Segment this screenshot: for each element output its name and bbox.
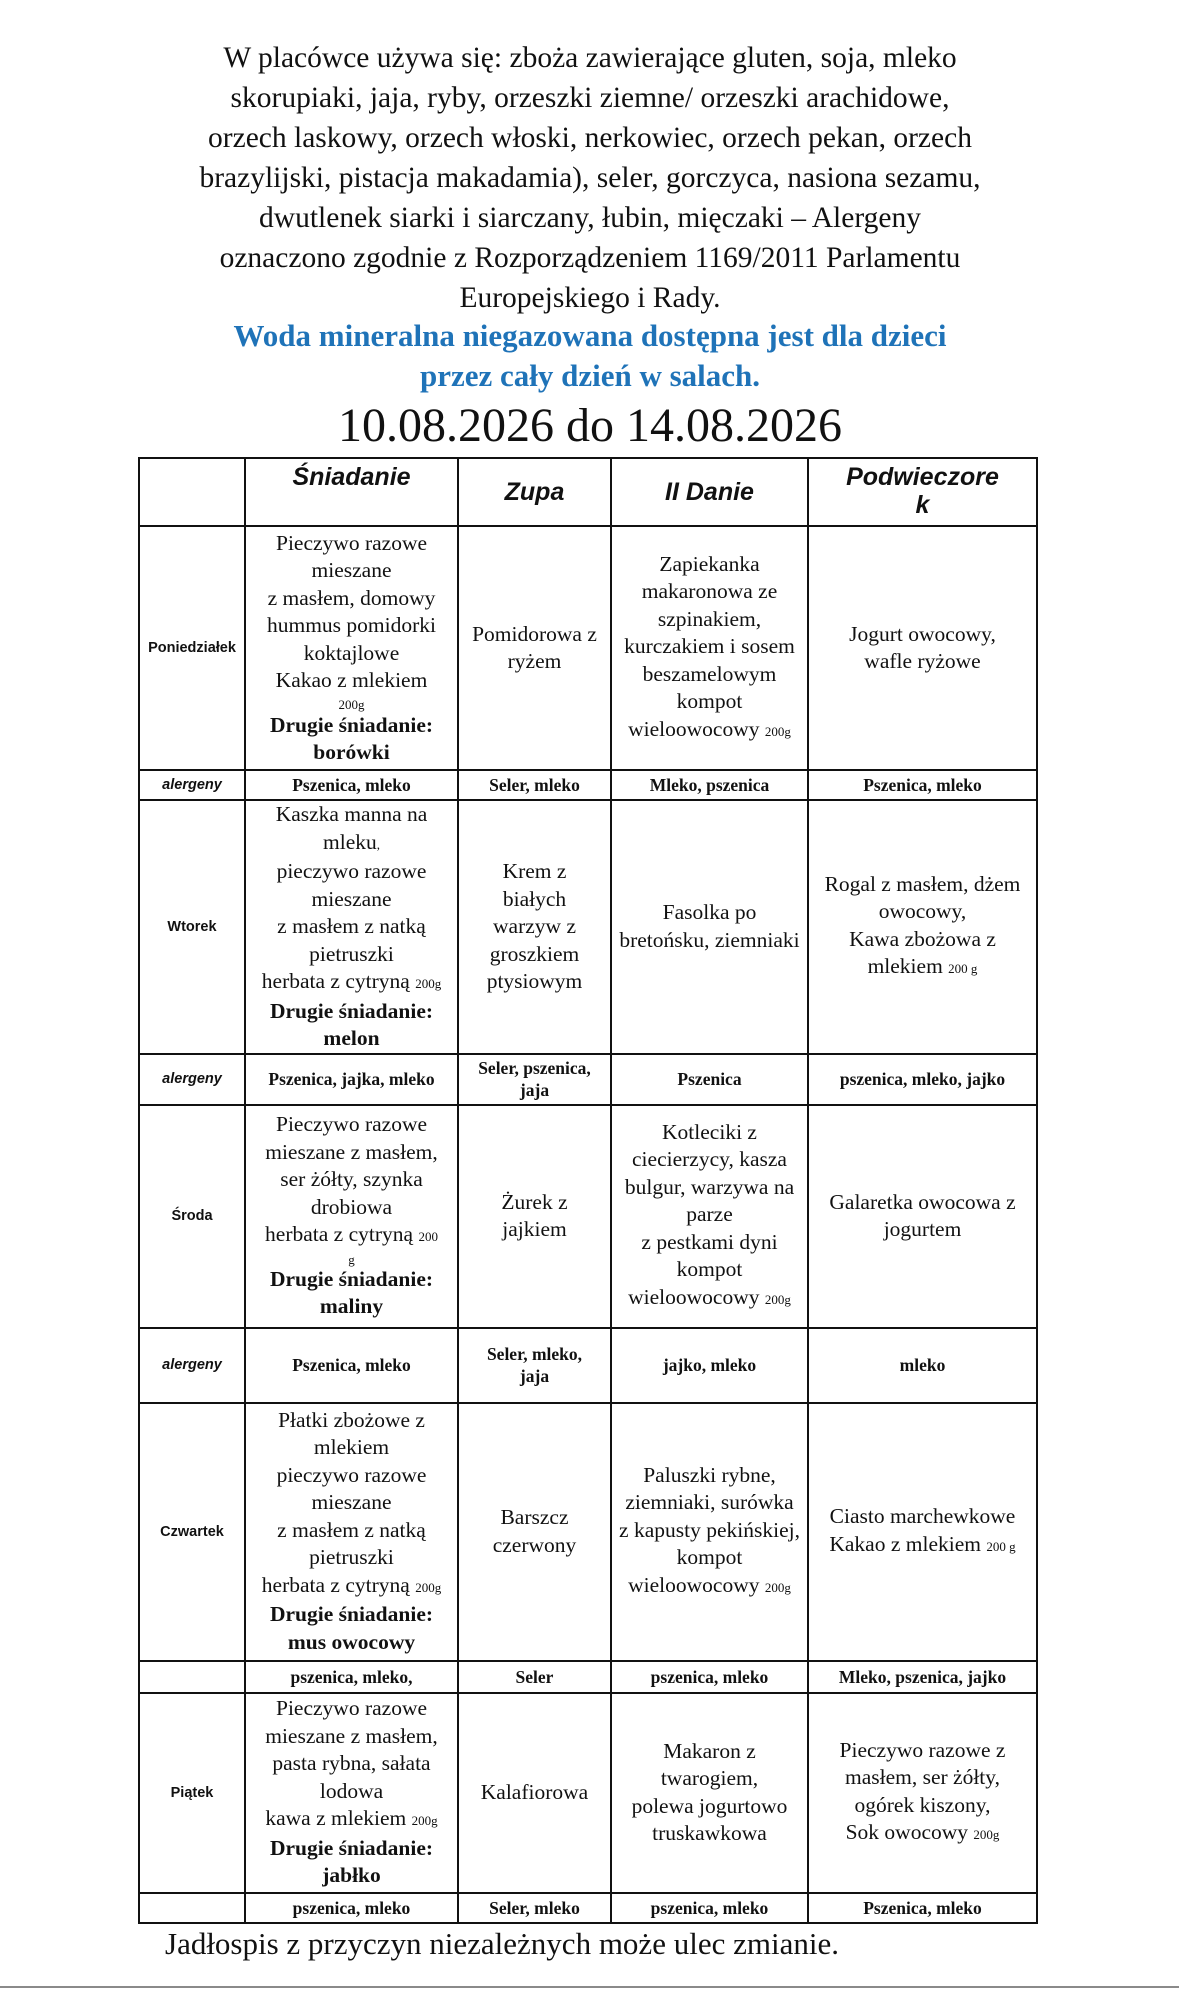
dish-line bbox=[614, 1284, 805, 1314]
allergen-line: jaja bbox=[519, 1366, 550, 1386]
day-row-czwartek bbox=[139, 1403, 1037, 1661]
cell-zupa bbox=[458, 1693, 611, 1893]
portion-size-text: 200g bbox=[338, 696, 365, 712]
intro-line: skorupiaki, jaja, ryby, orzeszki ziemne/ orzeszki arachidowe, bbox=[230, 82, 950, 114]
portion-size: 200g bbox=[764, 1291, 791, 1307]
dish-line: drobiowa bbox=[310, 1194, 393, 1219]
allergen-label: alergeny bbox=[139, 1328, 245, 1403]
second-breakfast-item: melon bbox=[323, 1026, 380, 1050]
allergen-sniadanie: Pszenica, mleko bbox=[245, 770, 458, 800]
dish-line: Płatki zbożowe z bbox=[278, 1407, 425, 1432]
intro-line: Europejskiego i Rady. bbox=[459, 282, 721, 314]
cell-zupa bbox=[458, 526, 611, 770]
allergen-label: alergeny bbox=[139, 770, 245, 800]
allergen-line: Seler, pszenica, bbox=[478, 1058, 591, 1078]
day-row-poniedzialek bbox=[139, 526, 1037, 770]
dish-line: pieczywo razowe bbox=[276, 859, 427, 883]
dish-line: truskawkowa bbox=[652, 1821, 767, 1845]
day-row-sroda bbox=[139, 1105, 1037, 1328]
allergen-sniadanie: pszenica, mleko, bbox=[245, 1661, 458, 1693]
dish-line: Pieczywo razowe bbox=[275, 530, 428, 555]
second-breakfast-label: Drugie śniadanie: bbox=[269, 1266, 434, 1291]
dish-line: owocowy, bbox=[878, 899, 967, 924]
allergen-podwieczorek: pszenica, mleko, jajko bbox=[808, 1054, 1037, 1105]
cell-sniadanie bbox=[245, 1693, 458, 1893]
dish-line: kompot bbox=[676, 1257, 743, 1282]
dish-line: ptysiowym bbox=[486, 969, 583, 993]
cell-sniadanie bbox=[245, 526, 458, 770]
allergen-row bbox=[139, 1661, 1037, 1693]
allergen-line: Seler, mleko, bbox=[486, 1344, 583, 1364]
portion-size: 200g bbox=[415, 1579, 442, 1595]
dish-line: pietruszki bbox=[309, 1545, 394, 1570]
dish-line: Ciasto marchewkowe bbox=[829, 1504, 1016, 1528]
allergen-zupa: Seler bbox=[458, 1661, 611, 1693]
allergen-podwieczorek: Pszenica, mleko bbox=[808, 770, 1037, 800]
header-zupa: Zupa bbox=[458, 458, 611, 526]
cell-zupa bbox=[458, 1403, 611, 1661]
allergen-ii-danie: Pszenica bbox=[611, 1054, 808, 1105]
dish-line: Kakao z mlekiem bbox=[275, 668, 428, 692]
portion-size: 200g bbox=[973, 1827, 1000, 1842]
dish-line: białych bbox=[502, 886, 567, 911]
dish-line: mieszane z masłem, bbox=[265, 1139, 438, 1164]
allergen-ii-danie: jajko, mleko bbox=[611, 1328, 808, 1403]
dish-line: Kaszka manna na bbox=[275, 802, 428, 826]
intro-line: orzech laskowy, orzech włoski, nerkowiec, orzech pekan, orzech bbox=[208, 122, 972, 154]
dish-line: warzyw z bbox=[493, 914, 576, 938]
dish-line: pasta rybna, sałata bbox=[272, 1751, 431, 1776]
cell-podwieczorek bbox=[808, 526, 1037, 770]
dish-line: twarogiem, bbox=[660, 1766, 759, 1790]
dish-line: ogórek kiszony, bbox=[854, 1792, 991, 1817]
intro-line: W placówce używa się: zboża zawierające gluten, soja, mleko bbox=[223, 42, 957, 74]
portion-unit bbox=[248, 1251, 455, 1266]
dish-line bbox=[248, 1221, 455, 1251]
allergen-label-empty bbox=[139, 1893, 245, 1923]
cell-ii-danie bbox=[611, 1105, 808, 1328]
dish-line: lodowa bbox=[319, 1778, 384, 1803]
allergen-podwieczorek: Pszenica, mleko bbox=[808, 1893, 1037, 1923]
allergen-row bbox=[139, 1054, 1037, 1105]
dish-line: kompot bbox=[676, 1545, 743, 1570]
portion-unit-text: g bbox=[348, 1251, 355, 1267]
cell-podwieczorek bbox=[808, 800, 1037, 1054]
allergen-zupa: Seler, mleko bbox=[458, 770, 611, 800]
dish-line: z masłem z natką bbox=[277, 914, 426, 938]
header-podwieczorek bbox=[808, 458, 1037, 526]
dish-line bbox=[248, 1572, 455, 1602]
dish-line: mieszane z masłem, bbox=[265, 1723, 438, 1748]
dish-line bbox=[248, 968, 455, 998]
portion-size: 200g bbox=[415, 976, 442, 991]
allergen-podwieczorek: Mleko, pszenica, jajko bbox=[808, 1661, 1037, 1693]
dish-line: Makaron z bbox=[663, 1738, 756, 1763]
menu-table bbox=[138, 457, 1038, 1924]
dish-line: Jogurt owocowy, bbox=[849, 621, 996, 646]
day-label: Środa bbox=[139, 1105, 245, 1328]
second-breakfast-label: Drugie śniadanie: bbox=[269, 998, 434, 1023]
cell-zupa bbox=[458, 1105, 611, 1328]
dish-text: mleku bbox=[323, 829, 377, 854]
cell-ii-danie bbox=[611, 1693, 808, 1893]
dish-line bbox=[248, 1805, 455, 1835]
second-breakfast-label: Drugie śniadanie: bbox=[269, 712, 434, 737]
dish-line bbox=[614, 1572, 805, 1602]
dish-line: z masłem, domowy bbox=[267, 585, 436, 610]
water-notice-line: przez cały dzień w salach. bbox=[419, 358, 761, 393]
dish-line: Barszcz bbox=[500, 1505, 569, 1529]
allergen-sniadanie: pszenica, mleko bbox=[245, 1893, 458, 1923]
date-range: 10.08.2026 do 14.08.2026 bbox=[338, 399, 842, 452]
dish-line: Kotleciki z bbox=[662, 1119, 757, 1144]
dish-line: parze bbox=[686, 1202, 733, 1227]
dish-line: bretońsku, ziemniaki bbox=[619, 927, 800, 952]
dish-line: Krem z bbox=[502, 859, 567, 883]
allergen-row bbox=[139, 770, 1037, 800]
cell-ii-danie bbox=[611, 1403, 808, 1661]
day-label: Wtorek bbox=[139, 800, 245, 1054]
header-sniadanie: Śniadanie bbox=[245, 458, 458, 526]
dish-line: mlekiem bbox=[313, 1435, 390, 1460]
dish-text: herbata z cytryną bbox=[261, 969, 410, 993]
dish-text: herbata z cytryną bbox=[265, 1222, 414, 1247]
dish-line: pietruszki bbox=[309, 941, 394, 966]
dish-line: Żurek z bbox=[501, 1189, 568, 1214]
second-breakfast-item: jabłko bbox=[322, 1863, 381, 1888]
day-label: Poniedziałek bbox=[139, 526, 245, 770]
portion-size bbox=[248, 695, 455, 712]
portion-size: 200 bbox=[418, 1229, 438, 1245]
dish-text: wieloowocowy bbox=[628, 716, 760, 741]
second-breakfast-label: Drugie śniadanie: bbox=[269, 1835, 434, 1860]
cell-podwieczorek bbox=[808, 1693, 1037, 1893]
dish-line: jajkiem bbox=[502, 1217, 567, 1241]
portion-size: 200g bbox=[764, 1579, 791, 1595]
cell-podwieczorek bbox=[808, 1105, 1037, 1328]
header-ii-danie: II Danie bbox=[611, 458, 808, 526]
cell-zupa bbox=[458, 800, 611, 1054]
dish-text: herbata z cytryną bbox=[261, 1572, 410, 1597]
intro-line: dwutlenek siarki i siarczany, łubin, mięczaki – Alergeny bbox=[259, 202, 921, 234]
portion-size: 200g bbox=[764, 723, 791, 739]
dish-line: Paluszki rybne, bbox=[643, 1462, 776, 1487]
allergen-zupa bbox=[458, 1054, 611, 1105]
dish-line bbox=[811, 1531, 1034, 1561]
dish-line bbox=[811, 953, 1034, 983]
dish-line: makaronowa ze bbox=[641, 579, 778, 604]
dish-line: ryżem bbox=[507, 649, 562, 673]
dish-line: mieszane bbox=[311, 886, 392, 911]
dish-line: Fasolka po bbox=[662, 900, 757, 925]
allergen-label: alergeny bbox=[139, 1054, 245, 1105]
dish-line: Galaretka owocowa z bbox=[829, 1189, 1016, 1214]
dish-line: mieszane bbox=[311, 1490, 392, 1515]
dish-line: polewa jogurtowo bbox=[631, 1793, 788, 1818]
dish-line: z pestkami dyni bbox=[641, 1229, 778, 1254]
header-podwieczorek-line: k bbox=[915, 491, 930, 519]
dish-text: mlekiem bbox=[867, 954, 943, 979]
dish-line: z kapusty pekińskiej, bbox=[619, 1517, 800, 1542]
allergen-zupa bbox=[458, 1328, 611, 1403]
day-row-wtorek bbox=[139, 800, 1037, 1054]
second-breakfast-item: mus owocowy bbox=[287, 1629, 416, 1654]
dish-line: hummus pomidorki bbox=[266, 613, 437, 637]
portion-size: 200 g bbox=[948, 961, 978, 977]
dish-line: pieczywo razowe bbox=[276, 1462, 427, 1487]
allergen-line: jaja bbox=[519, 1080, 550, 1100]
dish-line: Pieczywo razowe z bbox=[839, 1737, 1006, 1762]
allergen-podwieczorek: mleko bbox=[808, 1328, 1037, 1403]
second-breakfast-label: Drugie śniadanie: bbox=[269, 1602, 434, 1627]
dish-line: Kawa zbożowa z bbox=[849, 926, 996, 951]
dish-line: koktajlowe bbox=[303, 640, 400, 665]
allergen-ii-danie: pszenica, mleko bbox=[611, 1893, 808, 1923]
dish-line bbox=[811, 1819, 1034, 1849]
allergen-zupa: Seler, mleko bbox=[458, 1893, 611, 1923]
dish-line: z masłem z natką bbox=[277, 1517, 426, 1542]
portion-size: 200 g bbox=[986, 1538, 1016, 1554]
allergen-sniadanie: Pszenica, jajka, mleko bbox=[245, 1054, 458, 1105]
water-notice bbox=[130, 316, 1050, 396]
dish-text: Kakao z mlekiem bbox=[829, 1531, 981, 1556]
day-label: Czwartek bbox=[139, 1403, 245, 1661]
dish-line: Pomidorowa z bbox=[472, 621, 597, 646]
dish-line: jogurtem bbox=[883, 1217, 962, 1241]
dish-line: szpinakiem, bbox=[657, 606, 762, 631]
cell-ii-danie bbox=[611, 800, 808, 1054]
dish-text: wieloowocowy bbox=[628, 1572, 760, 1597]
allergen-ii-danie: pszenica, mleko bbox=[611, 1661, 808, 1693]
cell-sniadanie bbox=[245, 800, 458, 1054]
header-podwieczorek-line: Podwieczore bbox=[846, 463, 999, 491]
allergen-sniadanie: Pszenica, mleko bbox=[245, 1328, 458, 1403]
portion-size: 200g bbox=[411, 1813, 438, 1829]
intro-line: brazylijski, pistacja makadamia), seler, gorczyca, nasiona sezamu, bbox=[199, 162, 981, 194]
dish-line: Kalafiorowa bbox=[480, 1779, 589, 1804]
dish-line: ser żółty, szynka bbox=[280, 1167, 423, 1192]
dish-line: czerwony bbox=[492, 1532, 577, 1557]
dish-text: kawa z mlekiem bbox=[265, 1806, 407, 1831]
allergen-intro bbox=[130, 38, 1050, 318]
second-breakfast-item: borówki bbox=[313, 740, 390, 764]
dish-punctuation: , bbox=[376, 836, 380, 852]
dish-line: kurczakiem i sosem bbox=[624, 634, 795, 659]
dish-line: groszkiem bbox=[489, 941, 580, 966]
dish-text: wieloowocowy bbox=[628, 1284, 760, 1309]
corner-cell bbox=[139, 458, 245, 526]
dish-line: ciecierzycy, kasza bbox=[632, 1147, 787, 1172]
dish-line bbox=[248, 829, 455, 859]
dish-line: ziemniaki, surówka bbox=[625, 1490, 794, 1515]
allergen-row bbox=[139, 1328, 1037, 1403]
dish-line: bulgur, warzywa na bbox=[624, 1174, 795, 1199]
bottom-divider bbox=[0, 1986, 1179, 1988]
dish-line: kompot bbox=[676, 689, 743, 714]
day-row-piatek bbox=[139, 1693, 1037, 1893]
dish-line: Pieczywo razowe bbox=[275, 1696, 428, 1721]
second-breakfast-item: maliny bbox=[319, 1294, 384, 1319]
cell-sniadanie bbox=[245, 1105, 458, 1328]
day-label: Piątek bbox=[139, 1693, 245, 1893]
dish-line: wafle ryżowe bbox=[864, 649, 981, 673]
allergen-row bbox=[139, 1893, 1037, 1923]
intro-line: oznaczono zgodnie z Rozporządzeniem 1169/2011 Parlamentu bbox=[219, 242, 961, 274]
cell-sniadanie bbox=[245, 1403, 458, 1661]
dish-line: beszamelowym bbox=[642, 661, 777, 686]
dish-line: Zapiekanka bbox=[659, 551, 760, 576]
water-notice-line: Woda mineralna niegazowana dostępna jest dla dzieci bbox=[233, 318, 947, 353]
dish-text: Sok owocowy bbox=[845, 1820, 969, 1844]
dish-line: Pieczywo razowe bbox=[275, 1112, 428, 1137]
dish-line: Rogal z masłem, dżem bbox=[824, 871, 1021, 896]
dish-line: masłem, ser żółty, bbox=[844, 1765, 1001, 1789]
dish-line: mieszane bbox=[311, 558, 392, 582]
dish-line bbox=[614, 716, 805, 746]
allergen-ii-danie: Mleko, pszenica bbox=[611, 770, 808, 800]
header-row bbox=[139, 458, 1037, 526]
cell-ii-danie bbox=[611, 526, 808, 770]
allergen-label-empty bbox=[139, 1661, 245, 1693]
cell-podwieczorek bbox=[808, 1403, 1037, 1661]
footer-note: Jadłospis z przyczyn niezależnych może ulec zmianie. bbox=[165, 1926, 839, 1961]
